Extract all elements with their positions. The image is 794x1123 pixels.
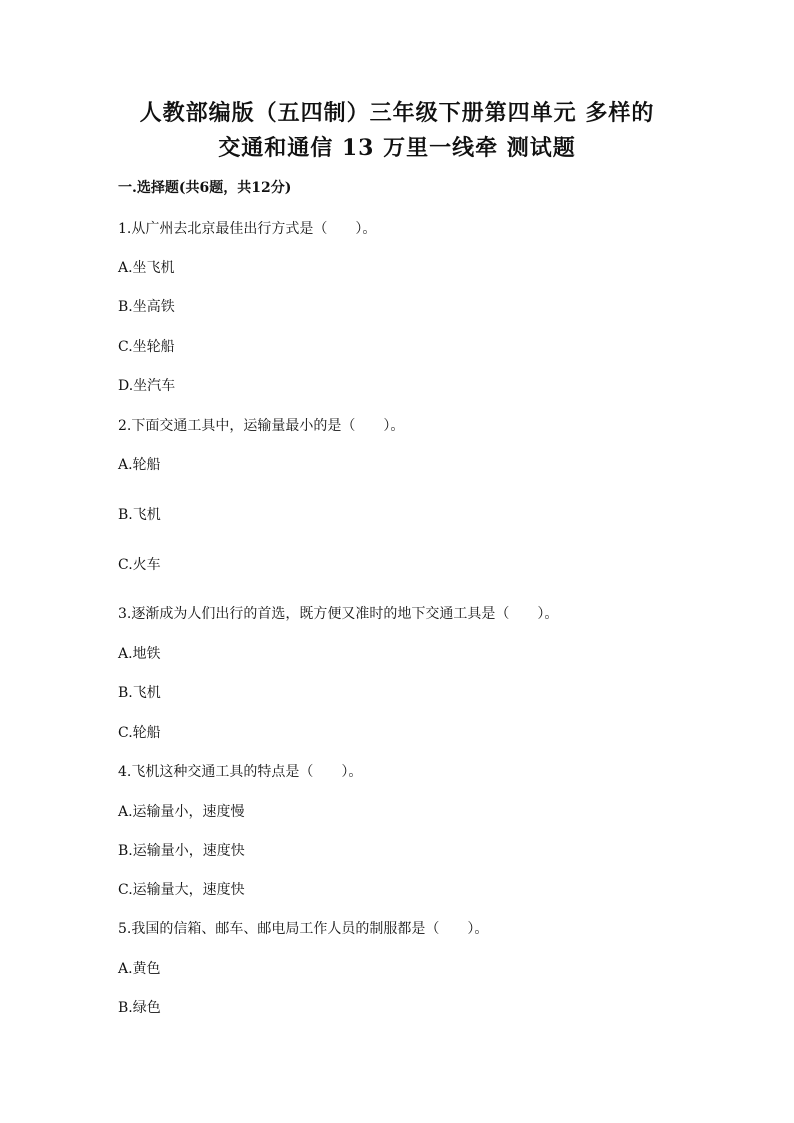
question-1-option-d: D.坐汽车 (118, 378, 176, 394)
question-1-stem: 1.从广州去北京最佳出行方式是（ ）。 (118, 221, 377, 237)
question-4-stem: 4.飞机这种交通工具的特点是（ ）。 (118, 764, 363, 780)
question-2-stem: 2.下面交通工具中，运输量最小的是（ ）。 (118, 418, 405, 434)
document-title-line-1: 人教部编版（五四制）三年级下册第四单元 多样的 (139, 100, 655, 126)
question-2-option-a: A.轮船 (118, 457, 161, 473)
question-3-option-b: B.飞机 (118, 685, 161, 701)
question-5-stem: 5.我国的信箱、邮车、邮电局工作人员的制服都是（ ）。 (118, 921, 489, 937)
question-3-option-a: A.地铁 (118, 646, 161, 662)
question-3-option-c: C.轮船 (118, 725, 161, 741)
section-heading: 一.选择题(共6题，共12分) (118, 180, 292, 196)
question-4-option-b: B.运输量小，速度快 (118, 843, 245, 859)
question-2-option-c: C.火车 (118, 557, 161, 573)
question-4-option-a: A.运输量小，速度慢 (118, 804, 245, 820)
question-5-option-b: B.绿色 (118, 1000, 161, 1016)
question-1-option-c: C.坐轮船 (118, 339, 175, 355)
question-3-stem: 3.逐渐成为人们出行的首选，既方便又准时的地下交通工具是（ ）。 (118, 606, 559, 622)
question-2-option-b: B.飞机 (118, 507, 161, 523)
question-1-option-b: B.坐高铁 (118, 299, 175, 315)
question-1-option-a: A.坐飞机 (118, 260, 175, 276)
question-4-option-c: C.运输量大，速度快 (118, 882, 245, 898)
document-title-line-2: 交通和通信 13 万里一线牵 测试题 (218, 135, 576, 161)
question-5-option-a: A.黄色 (118, 961, 161, 977)
